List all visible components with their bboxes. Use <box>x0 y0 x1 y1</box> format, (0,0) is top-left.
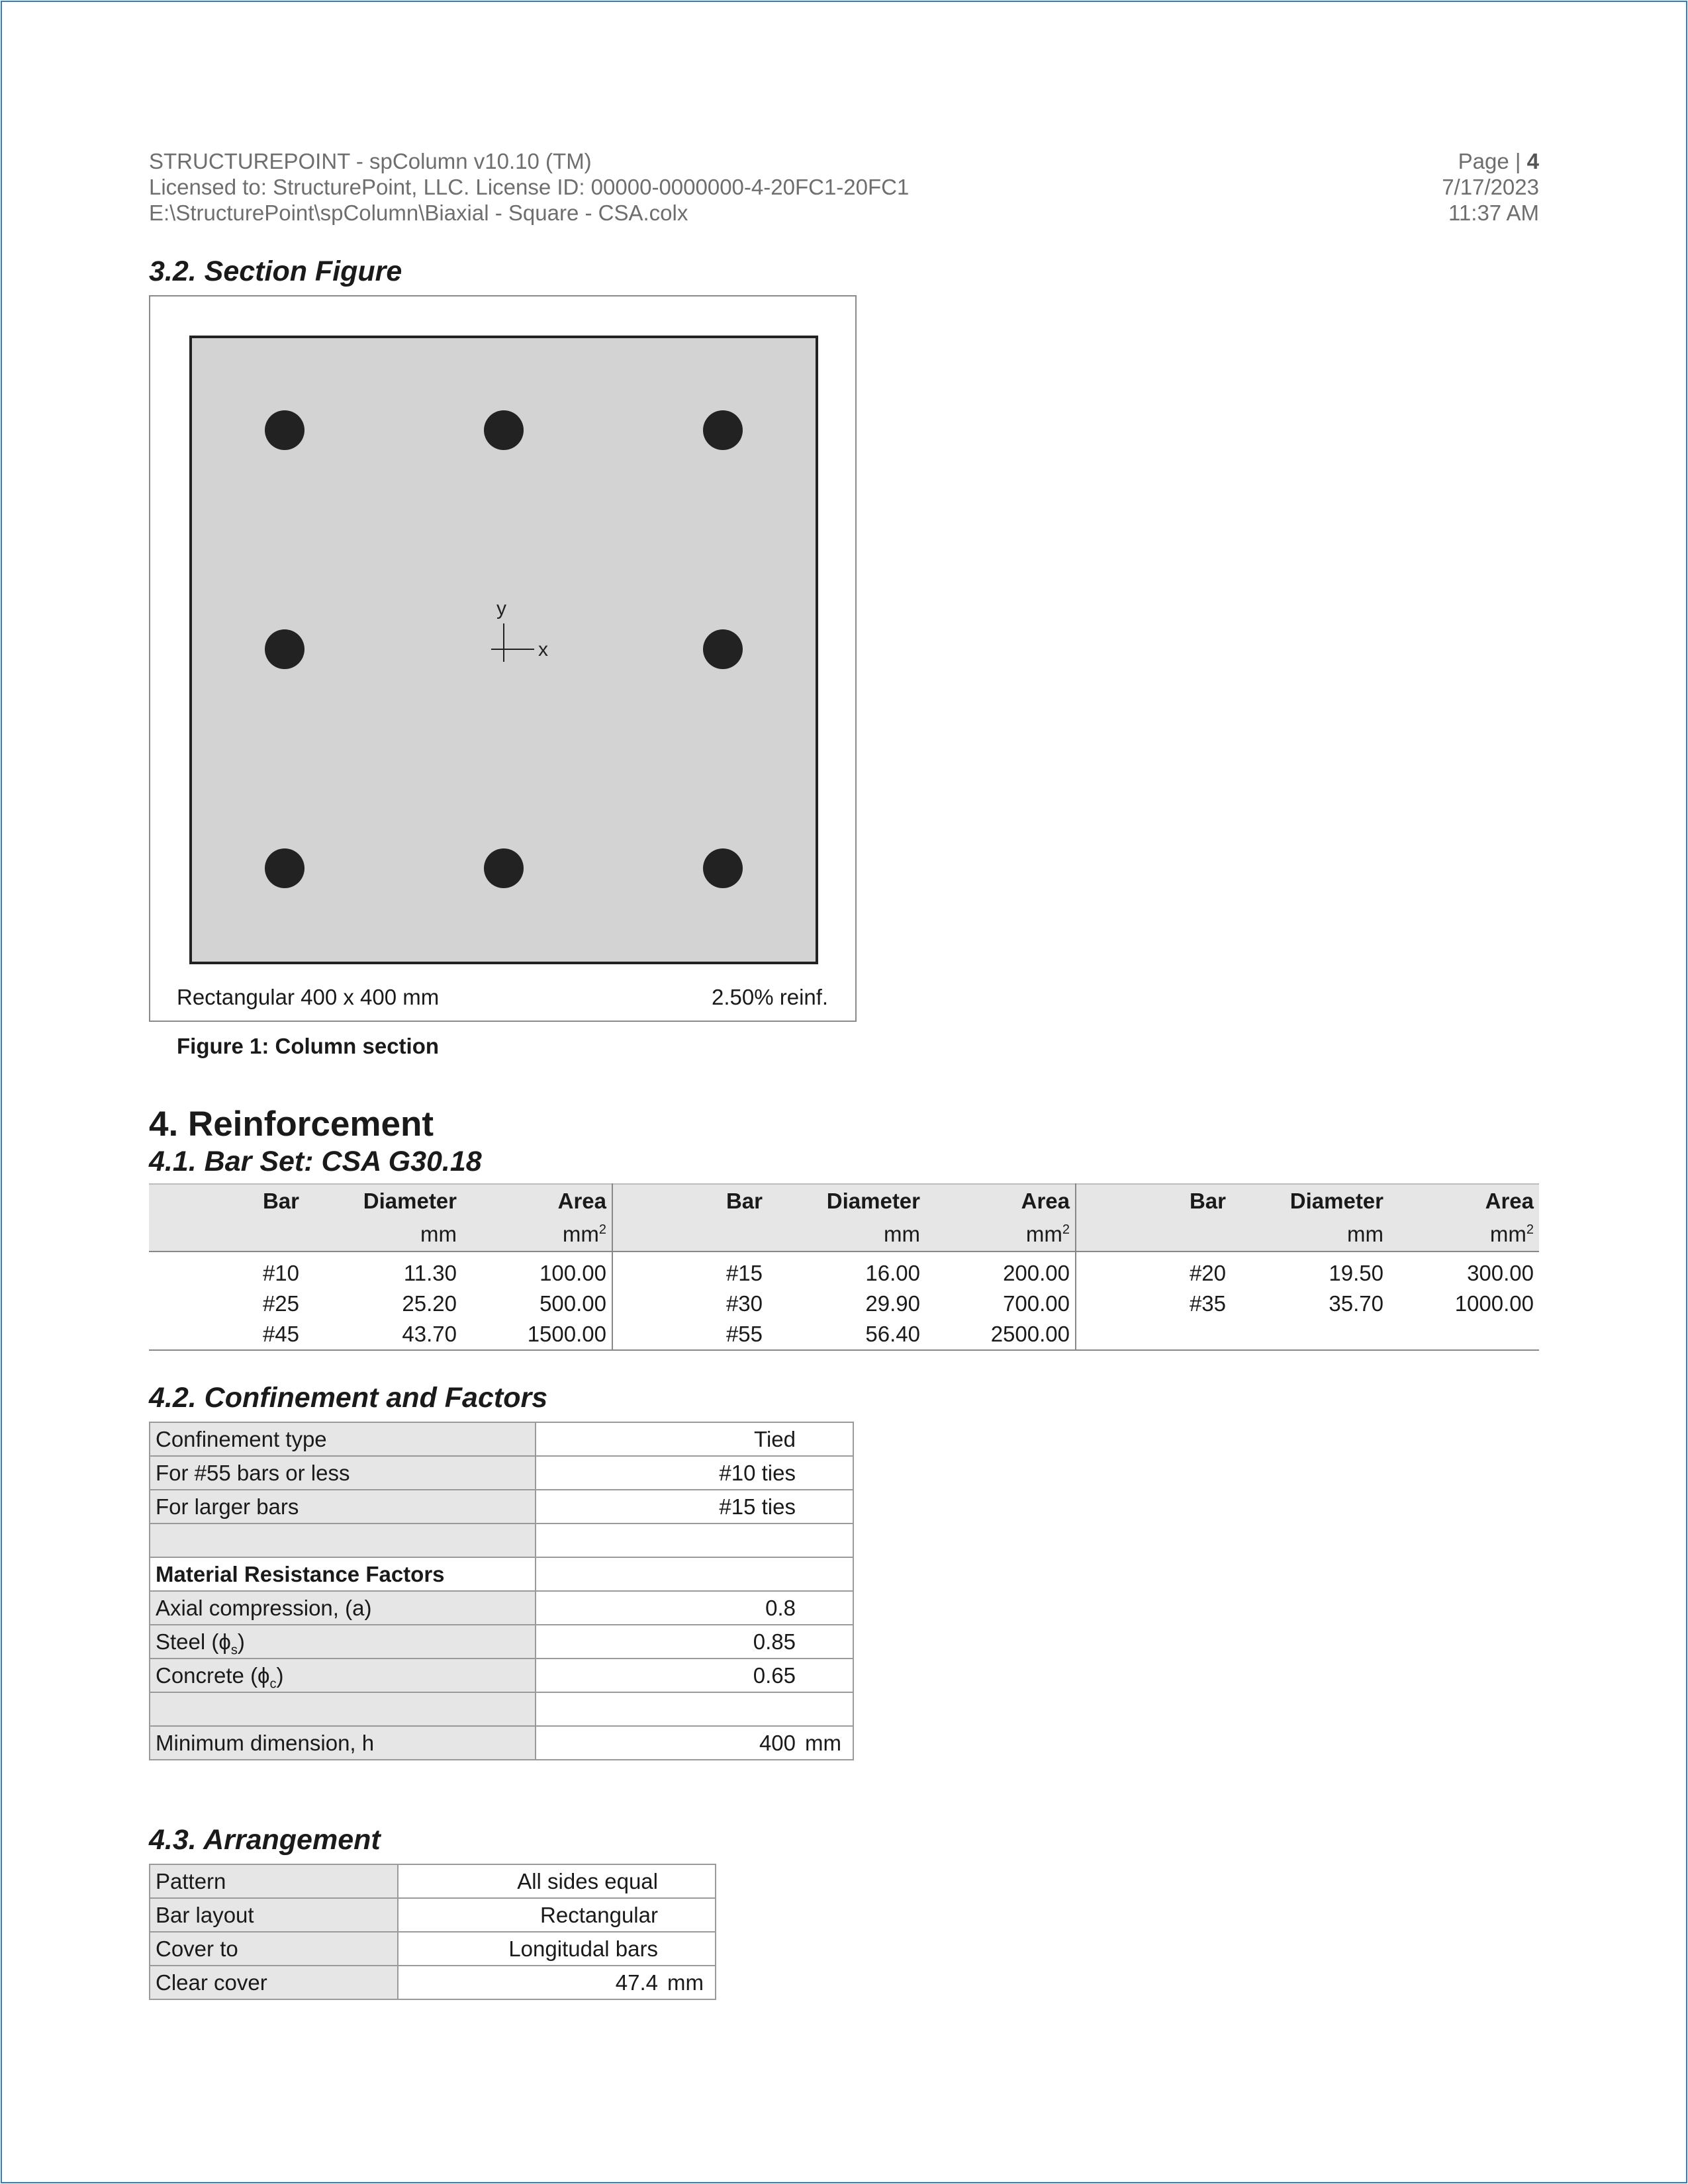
unit-diameter: mm <box>305 1218 462 1251</box>
col-diameter: Diameter <box>1231 1184 1389 1218</box>
section-description: Rectangular 400 x 400 mm <box>177 985 440 1009</box>
bar-set-heading: 4.1. Bar Set: CSA G30.18 <box>149 1146 482 1177</box>
confinement-table <box>149 1422 854 1760</box>
table-row: Cover to Longitudal bars <box>150 1932 716 1966</box>
rebar <box>703 629 743 669</box>
arrangement-heading: 4.3. Arrangement <box>149 1824 381 1856</box>
section-figure-box <box>149 295 857 1022</box>
table-header-row <box>149 1184 1539 1218</box>
table-row: Confinement type Tied <box>150 1422 853 1456</box>
bar-set-table <box>149 1183 1539 1351</box>
table-row: Axial compression, (a) 0.8 <box>150 1591 853 1625</box>
unit-area: $mm^2$ <box>925 1218 1076 1251</box>
table-row: For #55 bars or less #10 ties <box>150 1456 853 1490</box>
arrangement-table <box>149 1864 716 2000</box>
col-diameter: Diameter <box>305 1184 462 1218</box>
table-row: Concrete $(\phi_c)$ 0.65 <box>150 1659 853 1692</box>
header-page: Page | 4 <box>1458 149 1539 173</box>
col-bar: Bar <box>149 1184 305 1218</box>
col-area: Area <box>925 1184 1076 1218</box>
header-file-path: E:\StructurePoint\spColumn\Biaxial - Square - CSA.colx <box>149 201 688 225</box>
table-row: Clear cover 47.4 mm <box>150 1966 716 1999</box>
page-number: 4 <box>1526 149 1539 173</box>
column-section-drawing <box>150 296 855 1021</box>
table-row: Minimum dimension, h 400 mm <box>150 1726 853 1760</box>
report-header <box>149 148 909 226</box>
table-row: #45 43.70 1500.00 #55 56.40 2500.00 <box>149 1319 1539 1350</box>
table-row: #10 11.30 100.00 #15 16.00 200.00 #20 19.50 300.00 <box>149 1258 1539 1289</box>
confinement-heading: 4.2. Confinement and Factors <box>149 1382 548 1414</box>
rebar <box>484 848 524 888</box>
reinforcement-ratio: 2.50% reinf. <box>712 985 829 1009</box>
col-area: Area <box>462 1184 612 1218</box>
unit-diameter: mm <box>1231 1218 1389 1251</box>
table-units-row <box>149 1218 1539 1251</box>
rebar <box>484 410 524 450</box>
rebar <box>265 629 305 669</box>
rebar <box>265 848 305 888</box>
figure-caption: Figure 1: Column section <box>177 1034 440 1058</box>
rebar <box>703 848 743 888</box>
unit-area: $mm^2$ <box>462 1218 612 1251</box>
table-row: Material Resistance Factors <box>150 1557 853 1591</box>
table-row: #25 25.20 500.00 #30 29.90 700.00 #35 35.70 1000.00 <box>149 1289 1539 1319</box>
table-row: Steel $(\phi_s)$ 0.85 <box>150 1625 853 1659</box>
table-row <box>150 1524 853 1557</box>
header-time: 11:37 AM <box>1448 201 1539 225</box>
unit-diameter: mm <box>768 1218 925 1251</box>
header-date: 7/17/2023 <box>1442 175 1539 199</box>
report-header-right <box>1442 148 1539 226</box>
section-figure-heading: 3.2. Section Figure <box>149 255 402 287</box>
header-license: Licensed to: StructurePoint, LLC. License ID: 00000-0000000-4-20FC1-20FC1 <box>149 175 910 199</box>
col-bar: Bar <box>612 1184 768 1218</box>
col-area: Area <box>1389 1184 1539 1218</box>
x-axis-label: x <box>538 639 548 660</box>
rebar <box>265 410 305 450</box>
rebar <box>703 410 743 450</box>
table-row <box>150 1692 853 1726</box>
reinforcement-heading: 4. Reinforcement <box>149 1105 434 1144</box>
table-row: For larger bars #15 ties <box>150 1490 853 1524</box>
y-axis-label: y <box>496 598 506 619</box>
unit-area: $mm^2$ <box>1389 1218 1539 1251</box>
col-bar: Bar <box>1076 1184 1231 1218</box>
table-row: Bar layout Rectangular <box>150 1898 716 1932</box>
table-row: Pattern All sides equal <box>150 1864 716 1898</box>
col-diameter: Diameter <box>768 1184 925 1218</box>
header-program: STRUCTUREPOINT - spColumn v10.10 (TM) <box>149 149 592 173</box>
